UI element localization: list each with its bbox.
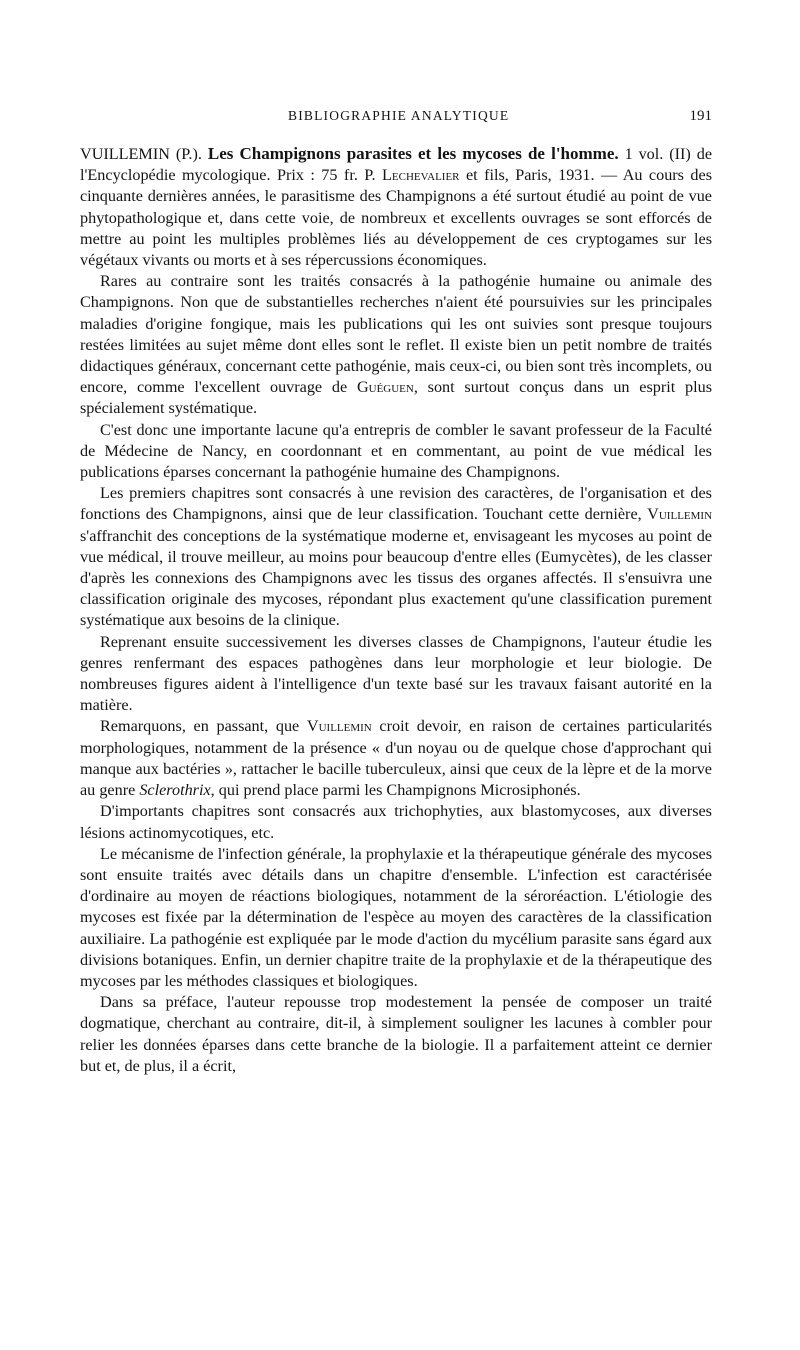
review-paragraph-1-text: et fils, Paris, 1931. — Au cours des cinquante dernières années, le parasitisme des Champignons a été surtout étudié au point de vue phytopathologique et, dans cette voie, de nombreux et excellents ouvrages se sont efforcés de mettre au point les multiples problèmes liés au développement de ces cryptogames sur les végétaux vivants ou morts et à ses répercussions économiques. — [80, 166, 712, 270]
running-header — [80, 108, 712, 128]
review-paragraph-4 — [80, 483, 712, 631]
review-paragraph-8: Le mécanisme de l'infection générale, la prophylaxie et la thérapeutique générale des mycoses sont ensuite traités avec détails dans un chapitre d'ensemble. L'infection est caractérisée d'ordinaire au moyen de réactions biologiques, notamment de la séroréaction. L'étiologie des mycoses est fixée par la détermination de l'espèce au moyen des caractères de la classification auxiliaire. La pathogénie est expliquée par le mode d'action du mycélium parasite sans égard aux divisions botaniques. Enfin, un dernier chapitre traite de la prophylaxie et de la thérapeutique des mycoses par les méthodes classiques et biologiques. — [80, 844, 712, 990]
author-name: Guéguen — [356, 378, 414, 397]
review-text — [80, 143, 712, 1077]
publisher-name: Lechevalier — [382, 166, 460, 185]
author-name: Vuillemin — [647, 505, 713, 524]
review-paragraph-3: C'est donc une importante lacune qu'a entrepris de combler le savant professeur de la Faculté de Médecine de Nancy, en coordonnant et en commentant, au point de vue médical les publications éparses concernant la pathogénie humaine des Champignons. — [80, 420, 712, 482]
paragraph-text: Les premiers chapitres sont consacrés à une revision des caractères, de l'organisation et des fonctions des Champignons, ainsi que de leur classification. Touchant cette dernière, — [80, 484, 712, 524]
paragraph-text: Rares au contraire sont les traités consacrés à la pathogénie humaine ou animale des Champignons. Non que de substantielles recherches n'aient été poursuivies sur les principales maladies d'origine fongique, mais les publications qui les ont suivies sont presque toujours restées limitées au sujet même dont elles sont le reflet. Il existe bien un petit nombre de traités didactiques généraux, concernant cette pathogénie, mais ceux-ci, ou bien sont très incomplets, ou encore, comme l'excellent ouvrage de — [80, 272, 712, 397]
paragraph-text: croit devoir, en raison de certaines particularités morphologiques, notamment de la présence « d'un noyau ou de quelque chose d'approchant qui manque aux bactéries », rattacher le bacille tuberculeux, ainsi que ceux de la lèpre et de la morve au genre — [80, 717, 712, 800]
paragraph-text: , sont surtout conçus dans un esprit plus spécialement systématique. — [80, 378, 712, 418]
running-title: BIBLIOGRAPHIE ANALYTIQUE — [288, 108, 510, 123]
paragraph-text: s'affranchit des conceptions de la systématique moderne et, envisageant les mycoses au point de vue médical, il trouve meilleur, au moins pour beaucoup d'entre elles (Eumycètes), de les classer d'après les connexions des Champignons avec les tissus des organes affectés. Il s'ensuivra une classification originale des mycoses, répondant plus exactement qu'une classification purement systématique aux besoins de la clinique. — [80, 526, 712, 630]
page-number: 191 — [689, 108, 712, 124]
review-paragraph-1 — [80, 143, 712, 271]
review-author: VUILLEMIN (P.). — [80, 145, 202, 163]
author-name: Vuillemin — [306, 717, 372, 736]
genus-name: Sclerothrix — [139, 781, 211, 800]
book-details: 1 vol. (II) de l'Encyclopédie mycologique. Prix : 75 fr. P. — [80, 145, 713, 185]
review-paragraph-9: Dans sa préface, l'auteur repousse trop modestement la pensée de composer un traité dogmatique, cherchant au contraire, dit-il, à simplement souligner les lacunes à combler pour relier les données éparses dans cette branche de la biologie. Il a parfaitement atteint ce dernier but et, de plus, il a écrit, — [80, 993, 712, 1075]
review-paragraph-5: Reprenant ensuite successivement les diverses classes de Champignons, l'auteur étudie les genres renfermant des espaces pathogènes dans leur morphologie et leur biologie. De nombreuses figures aident à l'intelligence d'un texte basé sur les travaux faisant autorité en la matière. — [80, 632, 712, 715]
review-paragraph-7: D'importants chapitres sont consacrés aux trichophyties, aux blastomycoses, aux diverses lésions actinomycotiques, etc. — [80, 802, 712, 842]
book-title: Les Champignons parasites et les mycoses de l'homme. — [207, 144, 619, 163]
review-paragraph-6 — [80, 716, 712, 801]
review-paragraph-2 — [80, 271, 712, 419]
paragraph-text: , qui prend place parmi les Champignons Microsiphonés. — [210, 781, 581, 800]
paragraph-text: Remarquons, en passant, que — [100, 717, 300, 736]
